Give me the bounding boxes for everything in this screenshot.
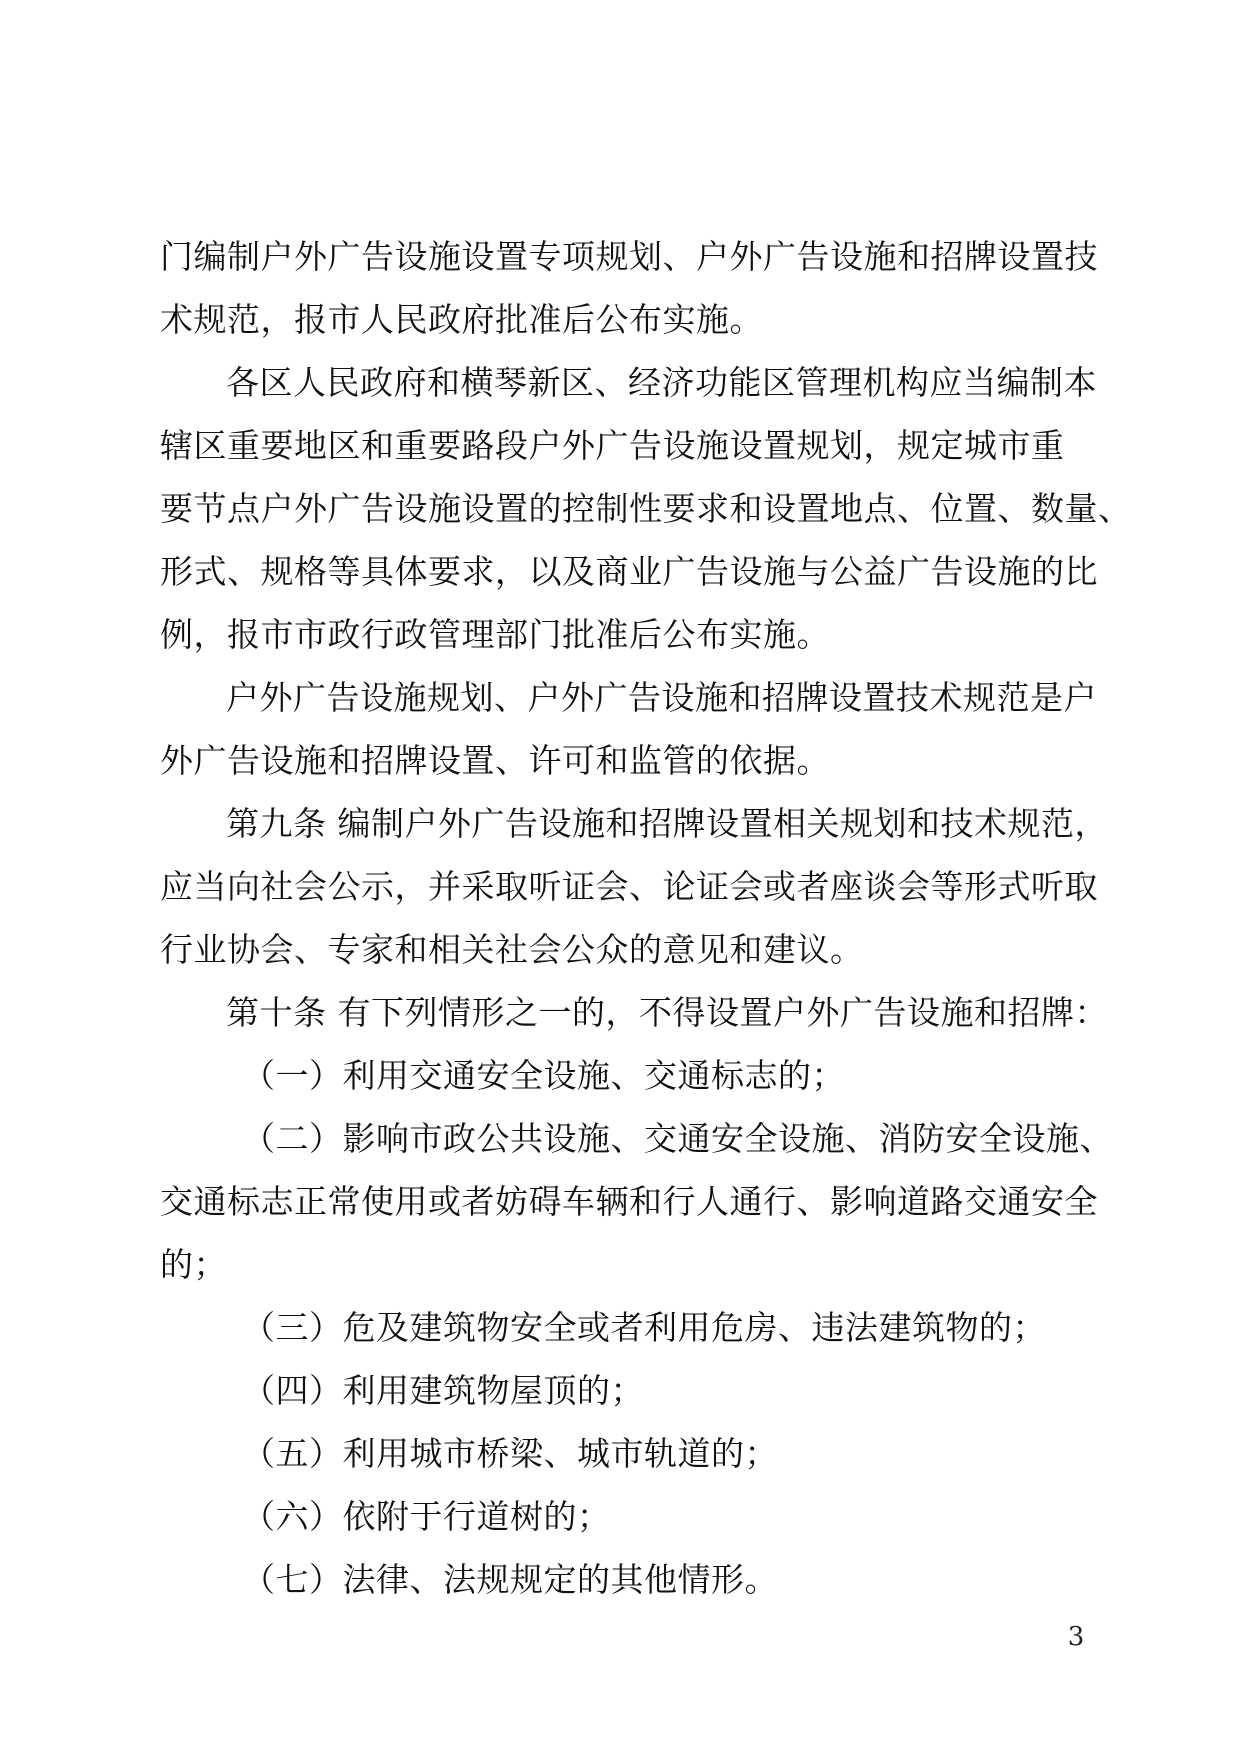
paragraph-line: 各区人民政府和横琴新区、经济功能区管理机构应当编制本 [226,363,1097,402]
list-item-line: （一）利用交通安全设施、交通标志的； [242,1056,845,1095]
paragraph-line: 交通标志正常使用或者妨碍车辆和行人通行、影响道路交通安全 [160,1182,1098,1221]
paragraph-line: 行业协会、专家和相关社会公众的意见和建议。 [160,930,864,969]
paragraph-line: 外广告设施和招牌设置、许可和监管的依据。 [160,741,830,780]
list-item-line: （五）利用城市桥梁、城市轨道的； [242,1434,778,1473]
list-item-line: （三）危及建筑物安全或者利用危房、违法建筑物的； [242,1308,1046,1347]
list-item-line: （七）法律、法规规定的其他情形。 [242,1560,778,1599]
article-10-line: 第十条 有下列情形之一的，不得设置户外广告设施和招牌： [226,993,1108,1032]
list-item-line: （四）利用建筑物屋顶的； [242,1371,644,1410]
paragraph-line: 辖区重要地区和重要路段户外广告设施设置规划，规定城市重 [160,426,1065,465]
list-item-line: （二）影响市政公共设施、交通安全设施、消防安全设施、 [242,1119,1113,1158]
document-body [160,225,1132,1611]
paragraph-line: 例，报市市政行政管理部门批准后公布实施。 [160,615,830,654]
list-item-line: （六）依附于行道树的； [242,1497,611,1536]
paragraph-line: 要节点户外广告设施设置的控制性要求和设置地点、位置、数量、 [160,489,1132,528]
article-9-line: 第九条 编制户外广告设施和招牌设置相关规划和技术规范， [226,804,1108,843]
paragraph-line: 户外广告设施规划、户外广告设施和招牌设置技术规范是户 [226,678,1097,717]
paragraph-line: 应当向社会公示，并采取听证会、论证会或者座谈会等形式听取 [160,867,1098,906]
paragraph-line: 门编制户外广告设施设置专项规划、户外广告设施和招牌设置技 [160,237,1098,276]
paragraph-line: 术规范，报市人民政府批准后公布实施。 [160,300,763,339]
paragraph-line: 的； [160,1245,227,1284]
paragraph-line: 形式、规格等具体要求，以及商业广告设施与公益广告设施的比 [160,552,1098,591]
page-number: 3 [1067,1622,1085,1652]
